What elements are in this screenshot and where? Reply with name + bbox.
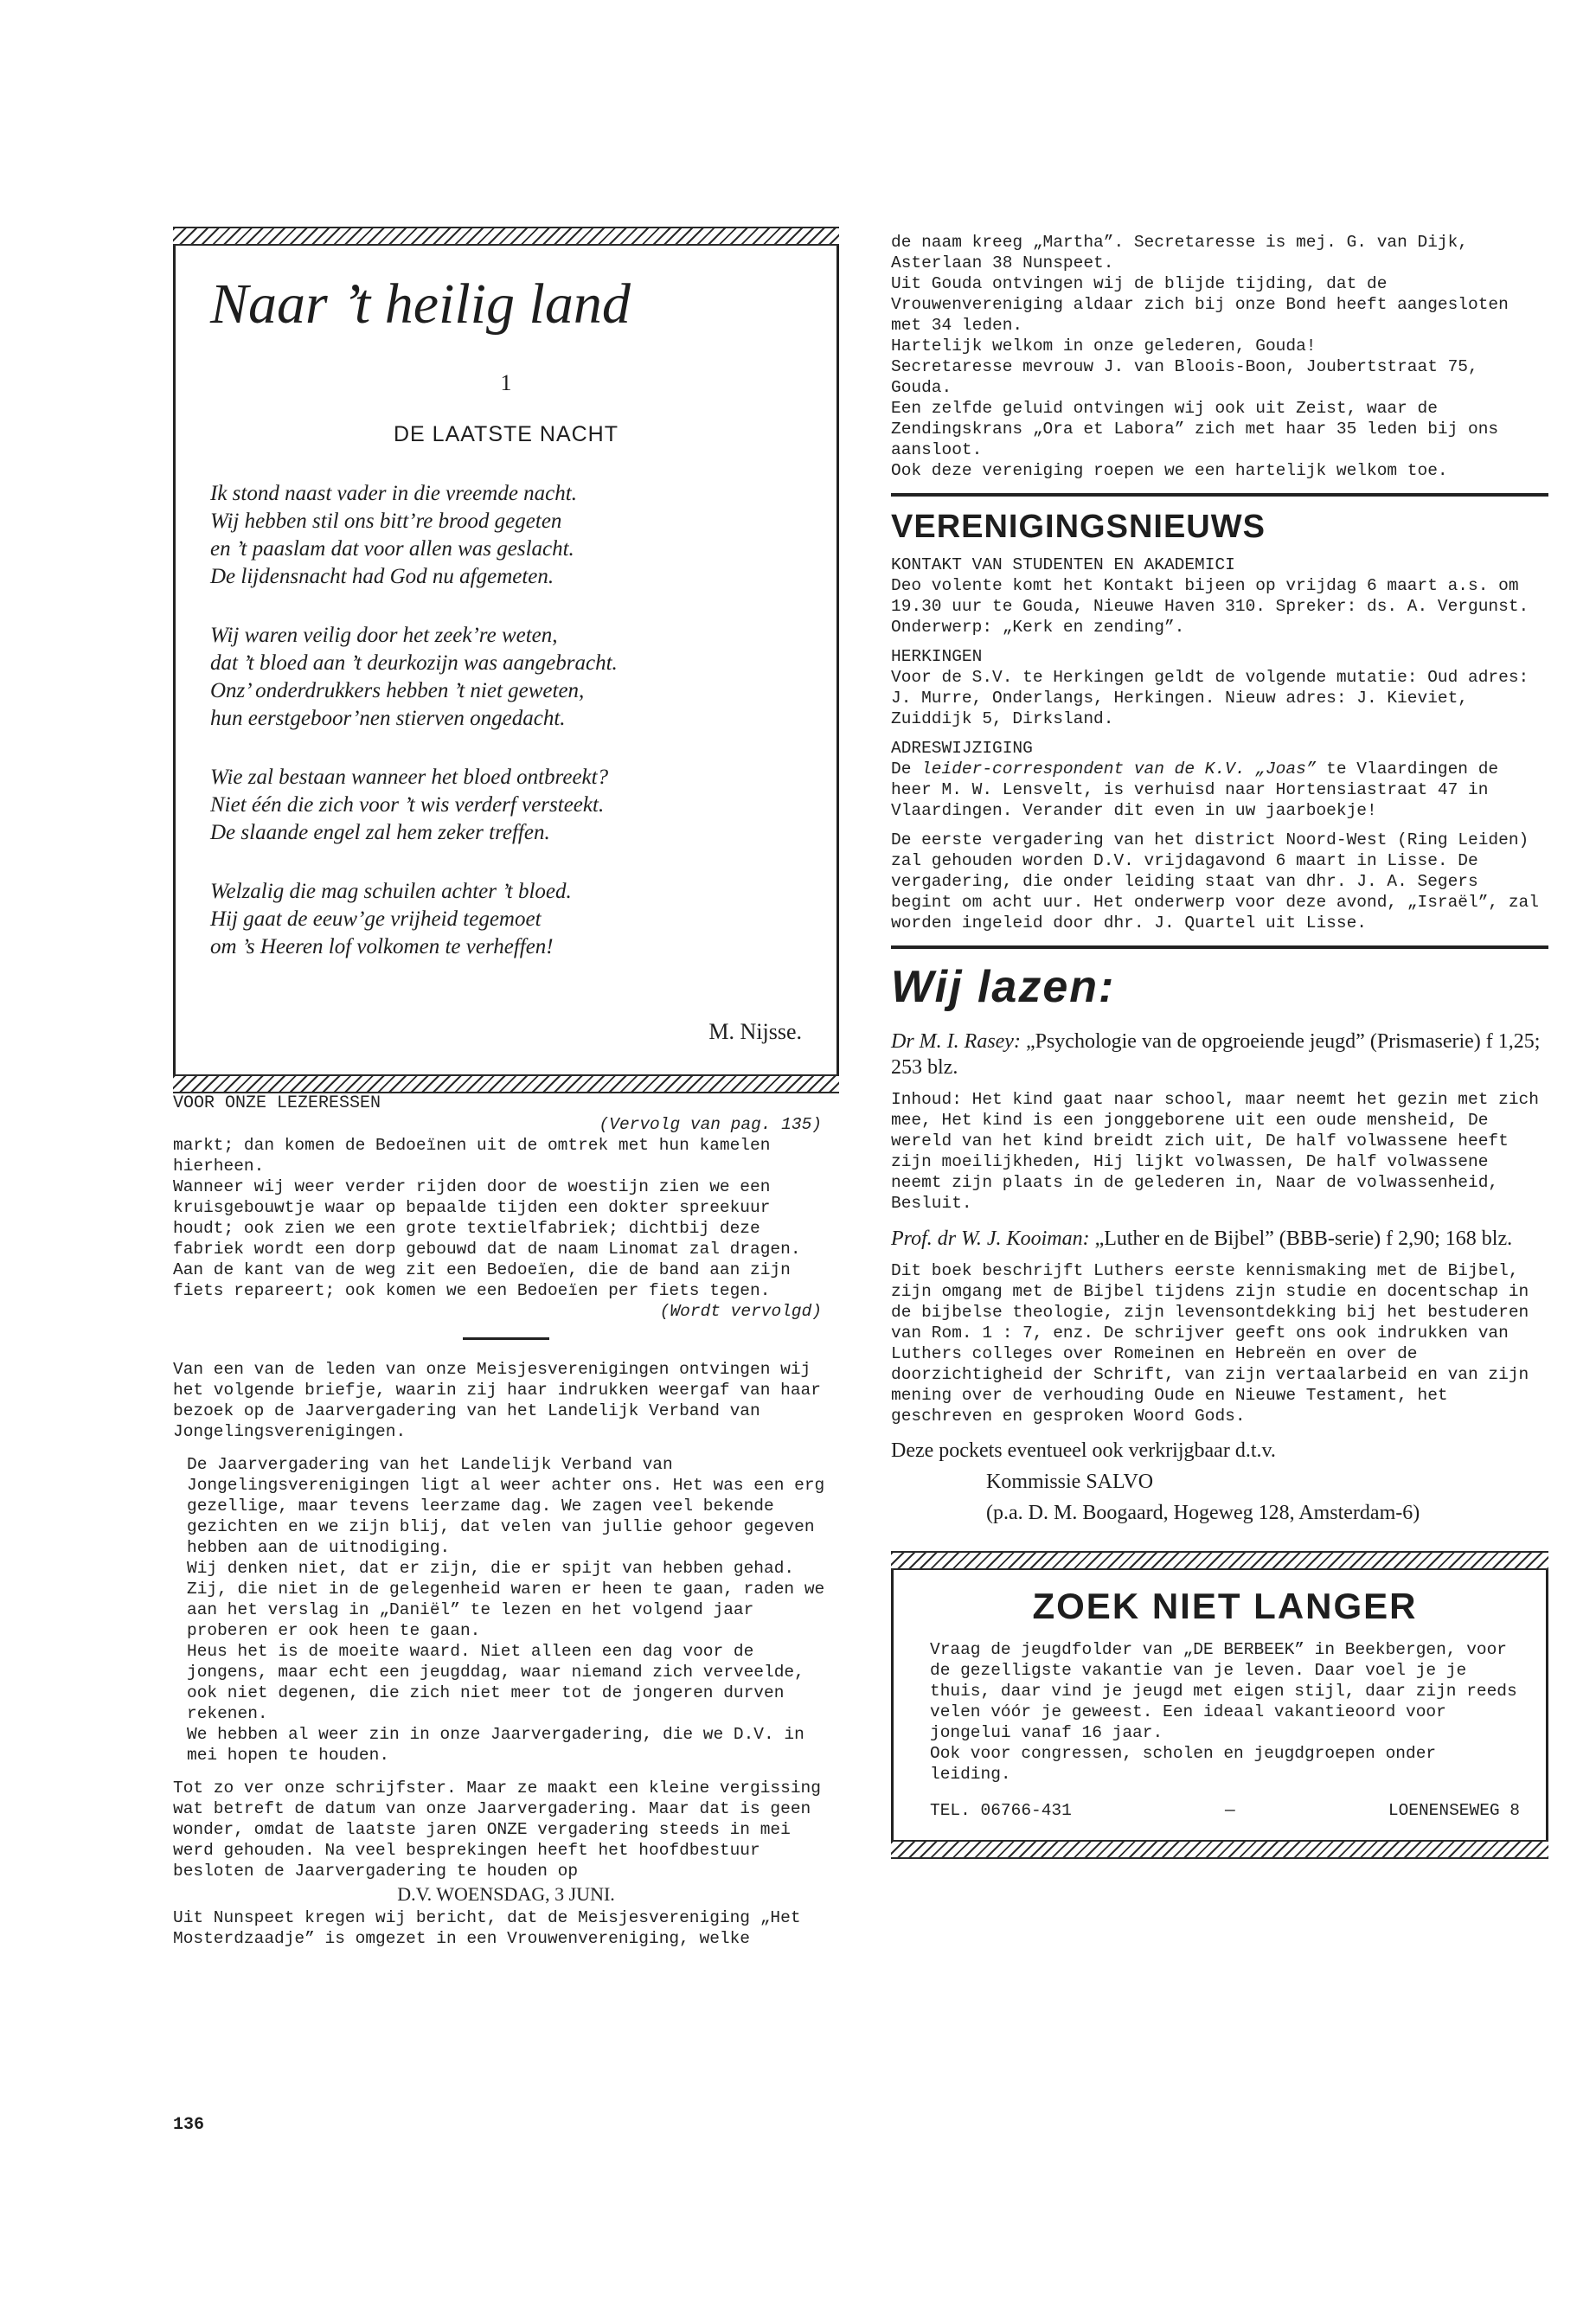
book-title: „Luther en de Bijbel” (BBB-serie) f 2,90; 168 blz. bbox=[1089, 1227, 1513, 1250]
stanza-4 bbox=[210, 878, 802, 961]
ad-dash: — bbox=[1225, 1801, 1235, 1820]
poem-line: Welzalig die mag schuilen achter ’t bloed. bbox=[210, 880, 572, 903]
book-entry bbox=[891, 1029, 1548, 1080]
poem-bottom-border bbox=[173, 1074, 839, 1093]
paragraph: markt; dan komen de Bedoeïnen uit de omtrek met hun kamelen hierheen. bbox=[173, 1136, 771, 1176]
poem-line: om ’s Heeren lof volkomen te verheffen! bbox=[210, 935, 554, 958]
letter-quote bbox=[173, 1454, 839, 1766]
continued-reference: (Vervolg van pag. 135) bbox=[599, 1115, 822, 1134]
ad-telephone: TEL. 06766-431 bbox=[930, 1801, 1072, 1820]
text: leider-correspondent van de K.V. „Joas” bbox=[921, 760, 1317, 779]
paragraph: Uit Gouda ontvingen wij de blijde tijding, dat de Vrouwenvereniging aldaar zich bij onze Bond heeft aangesloten met 34 leden. bbox=[891, 274, 1509, 335]
ad-title: ZOEK NIET LANGER bbox=[1032, 1586, 1418, 1626]
paragraph: Secretaresse mevrouw J. van Bloois-Boon, Joubertstraat 75, Gouda. bbox=[891, 357, 1478, 397]
ad-box bbox=[891, 1570, 1548, 1840]
paragraph: de naam kreeg „Martha”. Secretaresse is mej. G. van Dijk, Asterlaan 38 Nunspeet. bbox=[891, 233, 1469, 272]
ad-footer bbox=[930, 1800, 1520, 1821]
paragraph: We hebben al weer zin in onze Jaarvergadering, die we D.V. in mei hopen te houden. bbox=[187, 1725, 804, 1765]
ad-address: LOENENSEWEG 8 bbox=[1388, 1801, 1520, 1820]
ad-body bbox=[930, 1639, 1520, 1821]
paragraph: De Jaarvergadering van het Landelijk Verband van Jongelingsverenigingen ligt al weer achter ons. Het was een erg gezellige, maar tevens leerzame dag. We zagen veel bekende gezichten en we zijn blij, dat velen van jullie gehoor gegeven hebben aan de uitnodiging. bbox=[187, 1455, 825, 1557]
poem-line: De lijdensnacht had God nu afgemeten. bbox=[210, 565, 554, 588]
poem-line: De slaande engel zal hem zeker treffen. bbox=[210, 821, 550, 844]
left-article bbox=[173, 1093, 839, 1949]
poem-line: dat ’t bloed aan ’t deurkozijn was aangebracht. bbox=[210, 651, 618, 675]
paragraph: Voor de S.V. te Herkingen geldt de volgende mutatie: Oud adres: J. Murre, Onderlangs, Herkingen. Nieuw adres: J. Kieviet, Zuiddijk 5, Dirksland. bbox=[891, 668, 1529, 728]
stanza-1 bbox=[210, 480, 802, 591]
poem-box bbox=[173, 246, 839, 1074]
ad-bottom-border bbox=[891, 1840, 1548, 1859]
salvo-address: (p.a. D. M. Boogaard, Hogeweg 128, Amsterdam-6) bbox=[986, 1502, 1420, 1524]
poem-line: en ’t paaslam dat voor allen was geslacht. bbox=[210, 537, 574, 561]
divider bbox=[463, 1337, 549, 1340]
paragraph: Uit Nunspeet kregen wij bericht, dat de Meisjesvereniging „Het Mosterdzaadje” is omgezet in een Vrouwenvereniging, welke bbox=[173, 1908, 801, 1948]
book-entry bbox=[891, 1226, 1548, 1252]
stanza-3 bbox=[210, 764, 802, 847]
paragraph: Wanneer wij weer verder rijden door de woestijn zien we een kruisgebouwtje waar op bepaalde tijden een dokter spreekuur houdt; ook zien we een grote textielfabriek; dichtbij deze fabriek wordt een dorp gebouwd dat de naam Linomat zal dragen. Aan de kant van de weg zit een Bedoeïen, die de band aan zijn fiets repareert; ook komen we een Bedoeïen per fiets tegen. bbox=[173, 1177, 801, 1300]
poem-line: Wij hebben stil ons bitt’re brood gegeten bbox=[210, 510, 562, 533]
paragraph: De eerste vergadering van het district Noord-West (Ring Leiden) zal gehouden worden D.V. vrijdagavond 6 maart in Lisse. De vergadering, die onder leiding staat van dhr. J. A. Segers begint om acht uur. Het onderwerp voor deze avond, „Israël”, zal worden ingeleid door dhr. J. Quartel uit Lisse. bbox=[891, 830, 1539, 933]
news-title: VERENIGINGSNIEUWS bbox=[891, 509, 1266, 545]
poem-author: M. Nijsse. bbox=[708, 1019, 802, 1044]
left-column bbox=[173, 227, 839, 1949]
text: De bbox=[891, 760, 922, 779]
wijlazen-title: Wij lazen: bbox=[891, 962, 1116, 1012]
poem-line: Wij waren veilig door het zeek’re weten, bbox=[210, 624, 558, 647]
poem-line: hun eerstgeboor’nen stierven ongedacht. bbox=[210, 707, 566, 730]
section-heading: VOOR ONZE LEZERESSEN bbox=[173, 1093, 381, 1113]
poem-line: Hij gaat de eeuw’ge vrijheid tegemoet bbox=[210, 907, 542, 931]
paragraph: Tot zo ver onze schrijfster. Maar ze maakt een kleine vergissing wat betreft de datum van onze Jaarvergadering. Maar dat is geen wonder, omdat de laatste jaren ONZE vergadering steeds in mei werd gehouden. Na veel besprekingen heeft het hoofdbestuur besloten de Jaarvergadering te houden op bbox=[173, 1779, 821, 1881]
poem-top-border bbox=[173, 227, 839, 246]
book-title: „Psychologie van de opgroeiende jeugd” (Prismaserie) f 1,25; 253 blz. bbox=[891, 1030, 1541, 1079]
paragraph: Dit boek beschrijft Luthers eerste kennismaking met de Bijbel, zijn omgang met de Bijbel tijdens zijn studie en docentschap in de bijbelse theologie, zijn levensontdekking bij het bestuderen van Rom. 1 : 7, enz. De schrijver geeft ons ook indrukken van Luthers colleges over Romeinen en Hebreën en over de doorzichtigheid der Schrift, van zijn vertaalarbeid en van zijn mening over de verhouding Oude en Nieuwe Testament, het geschreven en gesproken Woord Gods. bbox=[891, 1261, 1529, 1426]
paragraph: Ook voor congressen, scholen en jeugdgroepen onder leiding. bbox=[930, 1744, 1437, 1784]
paragraph: Inhoud: Het kind gaat naar school, maar neemt het gezin met zich mee, Het kind is een jonggeborene uit een oude mensheid, De wereld van het kind breidt zich uit, De half volwassene heeft zijn moeilijkheden, Hij lijkt volwassen, De half volwassene neemt zijn plaats in de gelederen in, Naar de volwassenheid, Besluit. bbox=[891, 1090, 1539, 1213]
paragraph: Vraag de jeugdfolder van „DE BERBEEK” in Beekbergen, voor de gezelligste vakantie van je leven. Daar voel je je thuis, daar vind je jeugd met eigen stijl, daar zijn reeds velen vóór je geweest. Een ideaal vakantieoord voor jongelui vanaf 16 jaar. bbox=[930, 1640, 1517, 1742]
poem-title: Naar ’t heilig land bbox=[210, 272, 631, 336]
text: te Vlaardingen de heer M. W. Lensvelt, is verhuisd naar Hortensiastraat 47 in Vlaardingen. Verander dit even in uw jaarboekje! bbox=[891, 760, 1499, 820]
right-article bbox=[891, 232, 1548, 481]
right-column bbox=[891, 232, 1548, 1859]
meeting-date: D.V. WOENSDAG, 3 JUNI. bbox=[397, 1883, 615, 1905]
news-items bbox=[891, 554, 1548, 933]
poem-number: 1 bbox=[500, 370, 512, 395]
paragraph: Hartelijk welkom in onze gelederen, Gouda! bbox=[891, 336, 1317, 356]
news-heading: ADRESWIJZIGING bbox=[891, 739, 1033, 758]
salvo-committee: Kommissie SALVO bbox=[986, 1471, 1154, 1493]
advertisement bbox=[891, 1551, 1548, 1859]
section-rule bbox=[891, 945, 1548, 949]
paragraph: Heus het is de moeite waard. Niet alleen een dag voor de jongens, maar echt een jeugddag, waar niemand zich verveelde, ook niet degenen, die zich niet meer tot de jongeren durven rekenen. bbox=[187, 1642, 804, 1723]
paragraph: Een zelfde geluid ontvingen wij ook uit Zeist, waar de Zendingskrans „Ora et Labora” zich met haar 35 leden bij ons aansloot. bbox=[891, 399, 1499, 459]
poem-subtitle: DE LAATSTE NACHT bbox=[393, 422, 619, 446]
book-author: Prof. dr W. J. Kooiman: bbox=[891, 1227, 1090, 1250]
section-rule bbox=[891, 493, 1548, 497]
paragraph: Van een van de leden van onze Meisjesverenigingen ontvingen wij het volgende briefje, waarin zij haar indrukken weergaf van haar bezoek op de Jaarvergadering van het Landelijk Verband van Jongelingsverenigingen. bbox=[173, 1360, 821, 1441]
paragraph: Wij denken niet, dat er zijn, die er spijt van hebben gehad. Zij, die niet in de gelegenheid waren er heen te gaan, raden we aan het verslag in „Daniël” te lezen en het volgend jaar proberen er ook heen te gaan. bbox=[187, 1559, 825, 1640]
news-heading: KONTAKT VAN STUDENTEN EN AKADEMICI bbox=[891, 555, 1235, 574]
poem-line: Onz’ onderdrukkers hebben ’t niet geweten, bbox=[210, 679, 585, 702]
poem-line: Ik stond naast vader in die vreemde nacht. bbox=[210, 482, 577, 505]
paragraph: Ook deze vereniging roepen we een hartelijk welkom toe. bbox=[891, 461, 1448, 480]
book-description bbox=[891, 1089, 1548, 1214]
poem-line: Niet één die zich voor ’t wis verderf versteekt. bbox=[210, 793, 605, 817]
stanza-2 bbox=[210, 622, 802, 733]
page-number: 136 bbox=[173, 2115, 205, 2135]
pockets-note: Deze pockets eventueel ook verkrijgbaar d.t.v. bbox=[891, 1439, 1276, 1462]
book-description bbox=[891, 1260, 1548, 1426]
paragraph bbox=[891, 759, 1548, 821]
book-author: Dr M. I. Rasey: bbox=[891, 1030, 1021, 1053]
paragraph: Deo volente komt het Kontakt bijeen op vrijdag 6 maart a.s. om 19.30 uur te Gouda, Nieuwe Haven 310. Spreker: ds. A. Vergunst. Onderwerp: „Kerk en zending”. bbox=[891, 576, 1529, 637]
ad-top-border bbox=[891, 1551, 1548, 1570]
poem-line: Wie zal bestaan wanneer het bloed ontbreekt? bbox=[210, 766, 609, 789]
to-be-continued: (Wordt vervolgd) bbox=[659, 1302, 822, 1321]
news-heading: HERKINGEN bbox=[891, 647, 983, 666]
